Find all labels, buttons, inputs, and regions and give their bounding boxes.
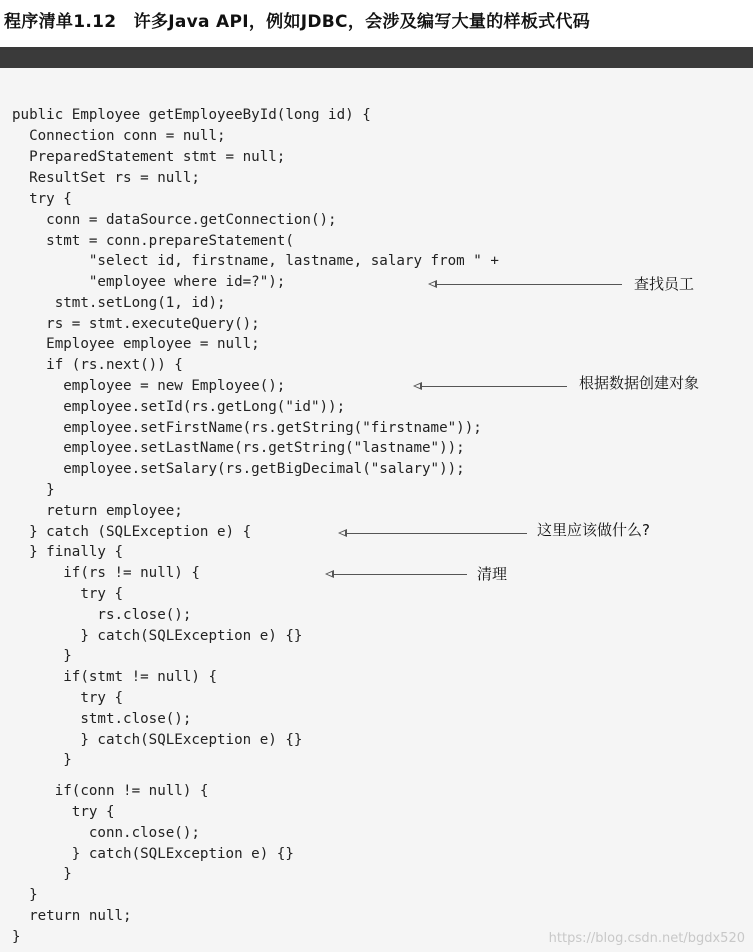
code-line: } catch(SQLException e) {} xyxy=(12,732,303,748)
code-line: rs = stmt.executeQuery(); xyxy=(12,316,260,332)
code-line: if(conn != null) { xyxy=(12,783,209,799)
header-bar xyxy=(0,47,753,68)
code-line: "select id, firstname, lastname, salary from " + xyxy=(12,253,499,269)
code-line: } xyxy=(12,866,72,882)
code-line: try { xyxy=(12,191,72,207)
code-line: conn = dataSource.getConnection(); xyxy=(12,212,337,228)
code-line: if (rs.next()) { xyxy=(12,357,183,373)
code-line: rs.close(); xyxy=(12,607,192,623)
code-line: } catch(SQLException e) {} xyxy=(12,628,303,644)
arrow-head-icon xyxy=(428,280,437,288)
code-line: public Employee getEmployeeById(long id) { xyxy=(12,107,371,123)
code-line: "employee where id=?"); xyxy=(12,274,286,290)
code-line: } xyxy=(12,929,21,945)
code-line: Connection conn = null; xyxy=(12,128,226,144)
code-line: } catch(SQLException e) {} xyxy=(12,846,294,862)
code-line: PreparedStatement stmt = null; xyxy=(12,149,286,165)
annotation-label: 清理 xyxy=(477,565,508,583)
annotation-label: 查找员工 xyxy=(634,275,695,293)
arrow-head-icon xyxy=(325,570,334,578)
code-line: employee.setSalary(rs.getBigDecimal("salary")); xyxy=(12,461,465,477)
annotation-arrow xyxy=(327,574,467,575)
annotation-arrow xyxy=(415,386,567,387)
code-line: } catch (SQLException e) { xyxy=(12,524,252,540)
code-line: employee.setLastName(rs.getString("lastname")); xyxy=(12,440,465,456)
annotation-label: 根据数据创建对象 xyxy=(579,374,700,392)
code-line: ResultSet rs = null; xyxy=(12,170,200,186)
code-line: return null; xyxy=(12,908,132,924)
code-line: return employee; xyxy=(12,503,183,519)
code-line: try { xyxy=(12,690,124,706)
annotation-label: 这里应该做什么? xyxy=(537,521,650,539)
code-line: try { xyxy=(12,586,124,602)
code-line: if(rs != null) { xyxy=(12,565,200,581)
code-line: conn.close(); xyxy=(12,825,200,841)
code-block xyxy=(0,68,753,952)
code-line: } xyxy=(12,482,55,498)
code-line: stmt.setLong(1, id); xyxy=(12,295,226,311)
code-line: stmt = conn.prepareStatement( xyxy=(12,233,294,249)
code-line: } xyxy=(12,648,72,664)
code-line: } xyxy=(12,752,72,768)
code-line: employee.setFirstName(rs.getString("firstname")); xyxy=(12,420,482,436)
listing-title: 程序清单1.12 许多Java API，例如JDBC，会涉及编写大量的样板式代码 xyxy=(4,12,591,32)
annotation-arrow xyxy=(430,284,622,285)
code-line: try { xyxy=(12,804,115,820)
annotation-arrow xyxy=(340,533,527,534)
arrow-head-icon xyxy=(413,382,422,390)
code-line: stmt.close(); xyxy=(12,711,192,727)
code-line: Employee employee = null; xyxy=(12,336,260,352)
code-line: employee = new Employee(); xyxy=(12,378,286,394)
code-line: } xyxy=(12,887,38,903)
arrow-head-icon xyxy=(338,529,347,537)
watermark: https://blog.csdn.net/bgdx520 xyxy=(548,931,745,946)
code-line: } finally { xyxy=(12,544,124,560)
code-line: if(stmt != null) { xyxy=(12,669,217,685)
code-line: employee.setId(rs.getLong("id")); xyxy=(12,399,346,415)
